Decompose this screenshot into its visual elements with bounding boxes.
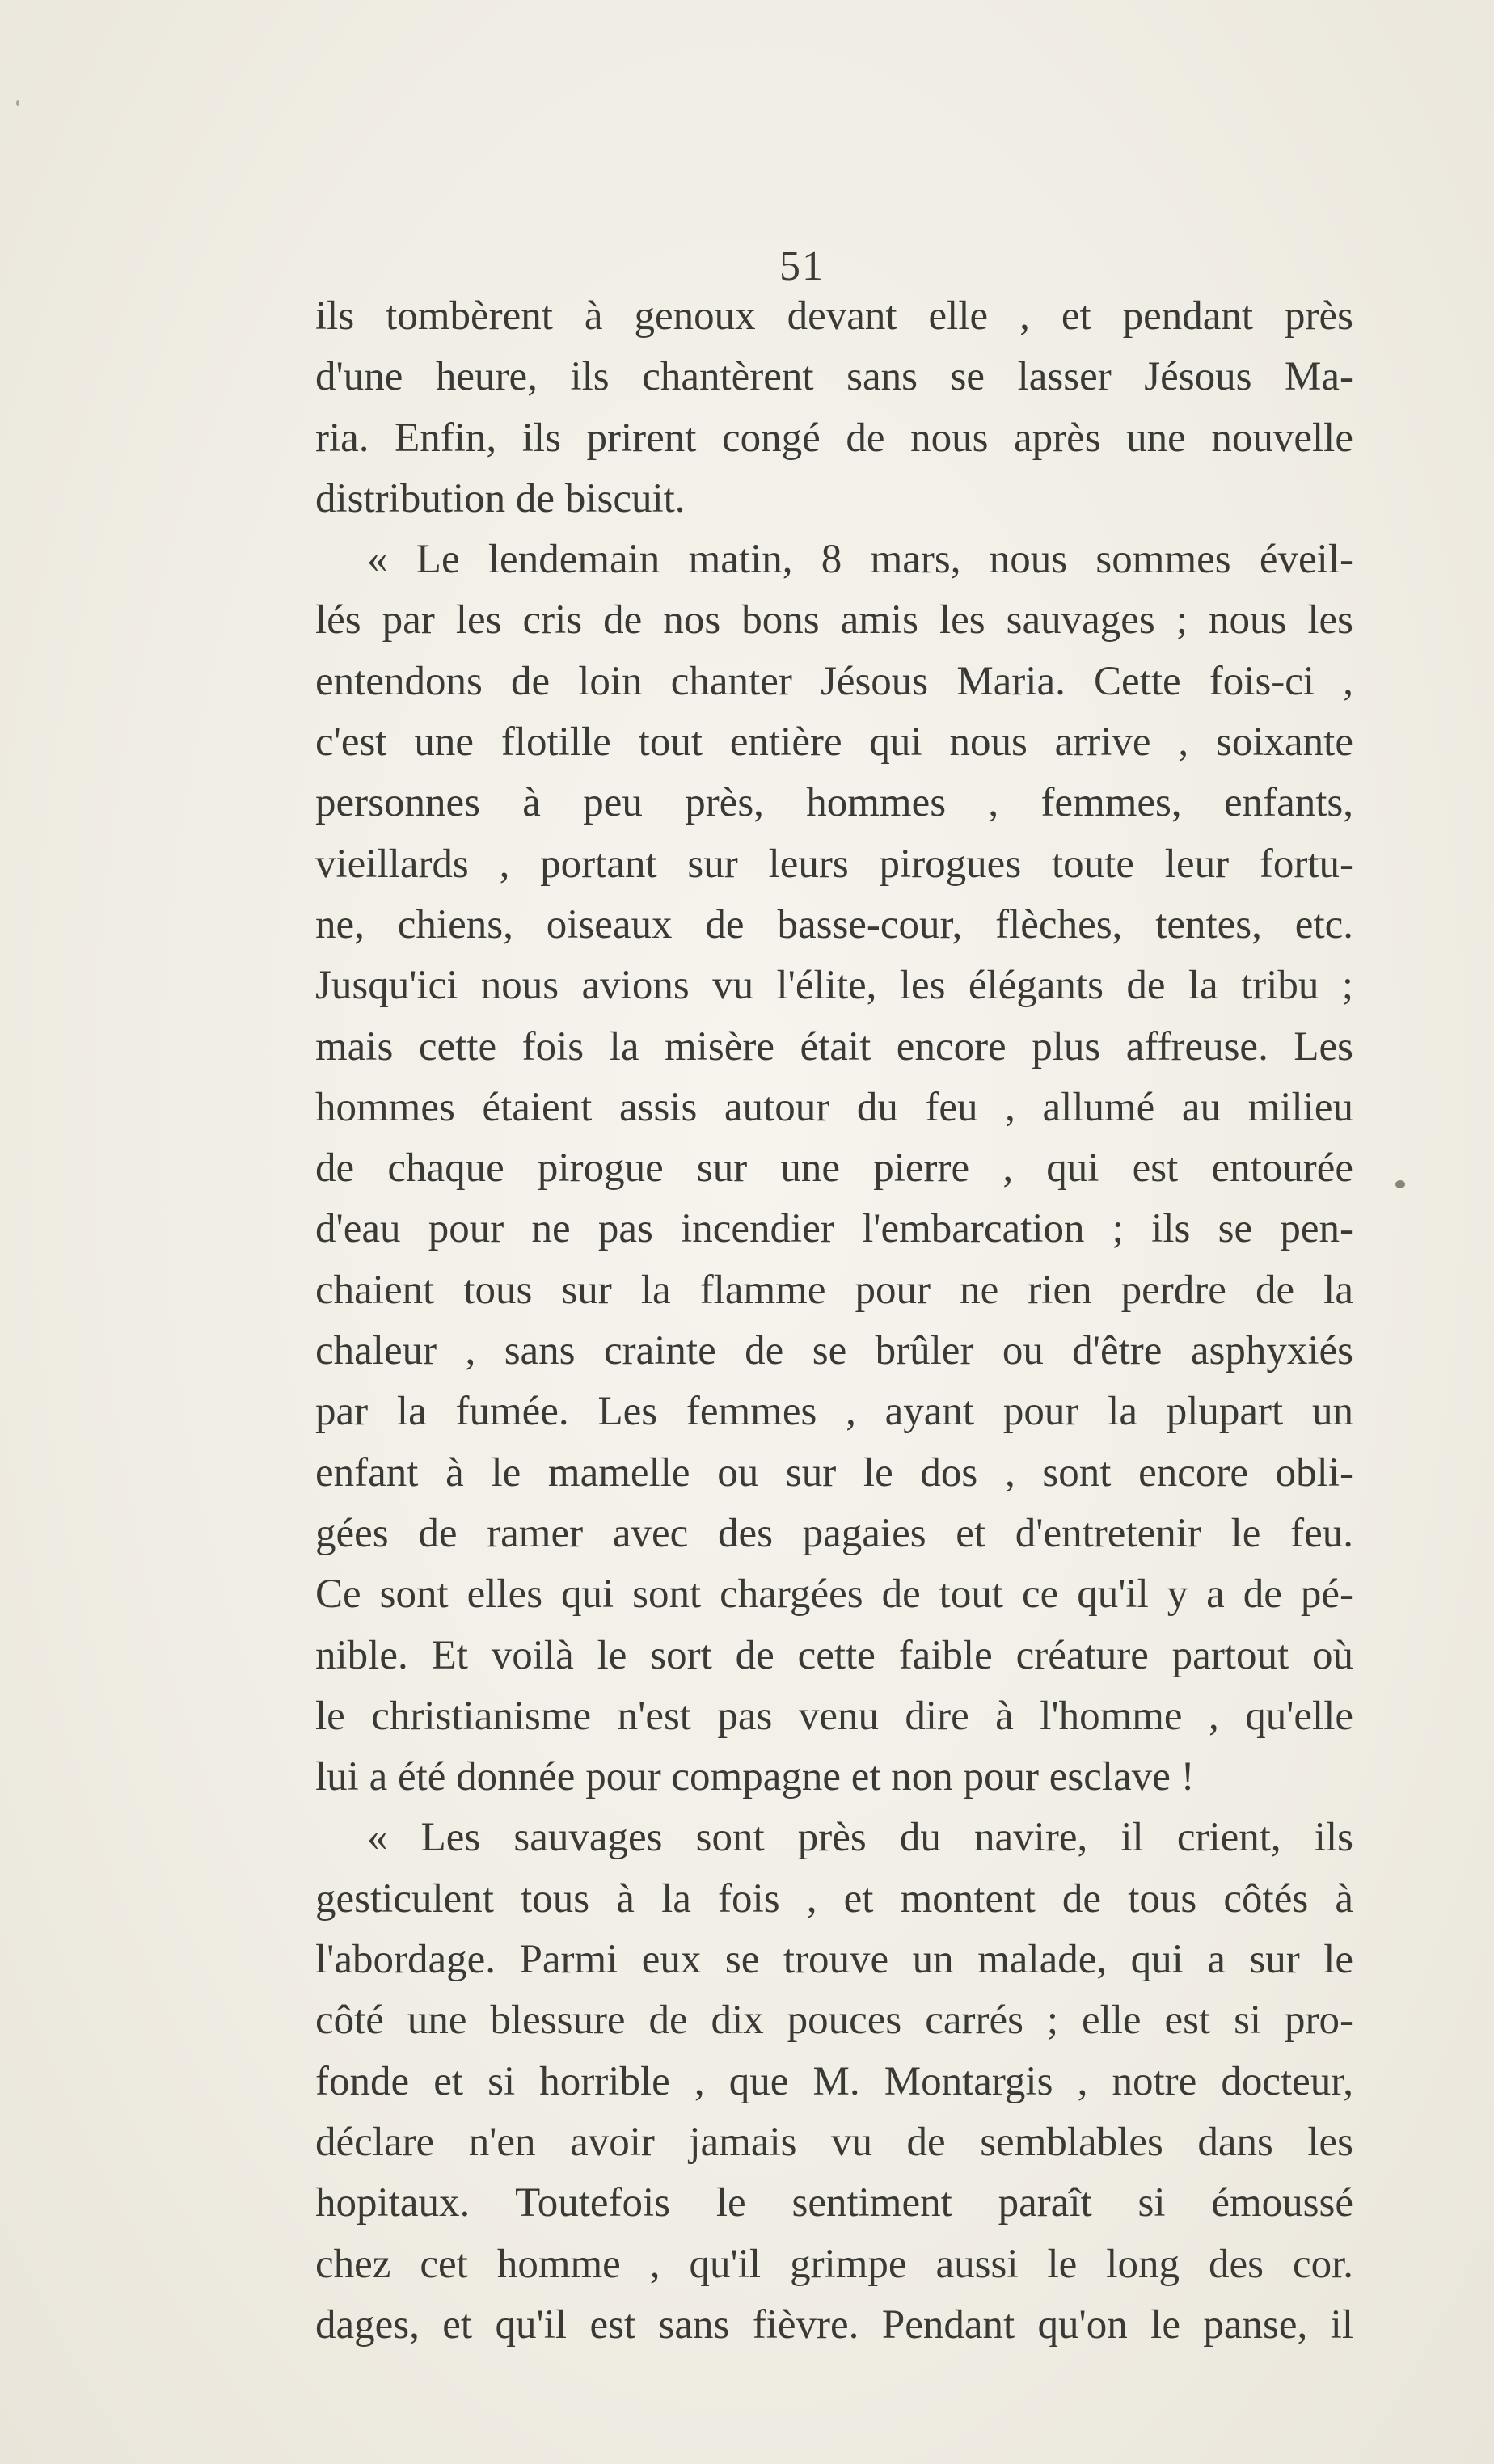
text-line: d'eau pour ne pas incendier l'embarcation ; ils se pen- [315, 1206, 1353, 1252]
text-line: Jusqu'ici nous avions vu l'élite, les élégants de la tribu ; [315, 963, 1353, 1009]
text-line: gées de ramer avec des pagaies et d'entretenir le feu. [315, 1510, 1353, 1556]
text-line: d'une heure, ils chantèrent sans se lasser Jésous Ma- [315, 354, 1353, 400]
text-line: Ce sont elles qui sont chargées de tout ce qu'il y a de pé- [315, 1572, 1353, 1618]
text-line: dages, et qu'il est sans fièvre. Pendant qu'on le panse, il [315, 2302, 1353, 2348]
text-line: nible. Et voilà le sort de cette faible créature partout où [315, 1632, 1353, 1678]
text-line: de chaque pirogue sur une pierre , qui est entourée [315, 1146, 1353, 1192]
body-text [315, 286, 1353, 2356]
page-number: 51 [779, 243, 825, 289]
text-line: chez cet homme , qu'il grimpe aussi le long des cor. [315, 2241, 1353, 2287]
text-line: gesticulent tous à la fois , et montent de tous côtés à [315, 1875, 1353, 1922]
ink-speck [16, 100, 19, 106]
text-line: hommes étaient assis autour du feu , allumé au milieu [315, 1084, 1353, 1130]
text-line: l'abordage. Parmi eux se trouve un malade, qui a sur le [315, 1937, 1353, 1983]
text-line: hopitaux. Toutefois le sentiment paraît si émoussé [315, 2180, 1353, 2226]
text-line: ne, chiens, oiseaux de basse-cour, flèches, tentes, etc. [315, 901, 1353, 947]
text-line: « Le lendemain matin, 8 mars, nous sommes éveil- [367, 537, 1353, 583]
text-line: le christianisme n'est pas venu dire à l'homme , qu'elle [315, 1693, 1353, 1739]
text-line: côté une blessure de dix pouces carrés ; elle est si pro- [315, 1998, 1353, 2044]
text-line: fonde et si horrible , que M. Montargis , notre docteur, [315, 2058, 1353, 2104]
text-line: vieillards , portant sur leurs pirogues toute leur fortu- [315, 841, 1353, 887]
text-line: enfant à le mamelle ou sur le dos , sont encore obli- [315, 1449, 1353, 1496]
text-line: ils tombèrent à genoux devant elle , et pendant près [315, 293, 1353, 339]
text-line: c'est une flotille tout entière qui nous arrive , soixante [315, 719, 1353, 766]
text-line: lui a été donnée pour compagne et non pour esclave ! [315, 1754, 1195, 1800]
text-line: personnes à peu près, hommes , femmes, enfants, [315, 780, 1353, 826]
text-line: déclare n'en avoir jamais vu de semblables dans les [315, 2119, 1353, 2165]
text-line: entendons de loin chanter Jésous Maria. Cette fois-ci , [315, 658, 1353, 704]
text-line: chaient tous sur la flamme pour ne rien perdre de la [315, 1267, 1353, 1313]
text-line: « Les sauvages sont près du navire, il crient, ils [367, 1815, 1353, 1861]
text-line: distribution de biscuit. [315, 475, 686, 521]
text-line: par la fumée. Les femmes , ayant pour la plupart un [315, 1389, 1353, 1435]
text-line: lés par les cris de nos bons amis les sauvages ; nous les [315, 597, 1353, 643]
text-line: mais cette fois la misère était encore plus affreuse. Les [315, 1023, 1353, 1070]
text-line: chaleur , sans crainte de se brûler ou d'être asphyxiés [315, 1328, 1353, 1374]
text-line: ria. Enfin, ils prirent congé de nous après une nouvelle [315, 415, 1353, 461]
ink-speck [1395, 1180, 1405, 1188]
